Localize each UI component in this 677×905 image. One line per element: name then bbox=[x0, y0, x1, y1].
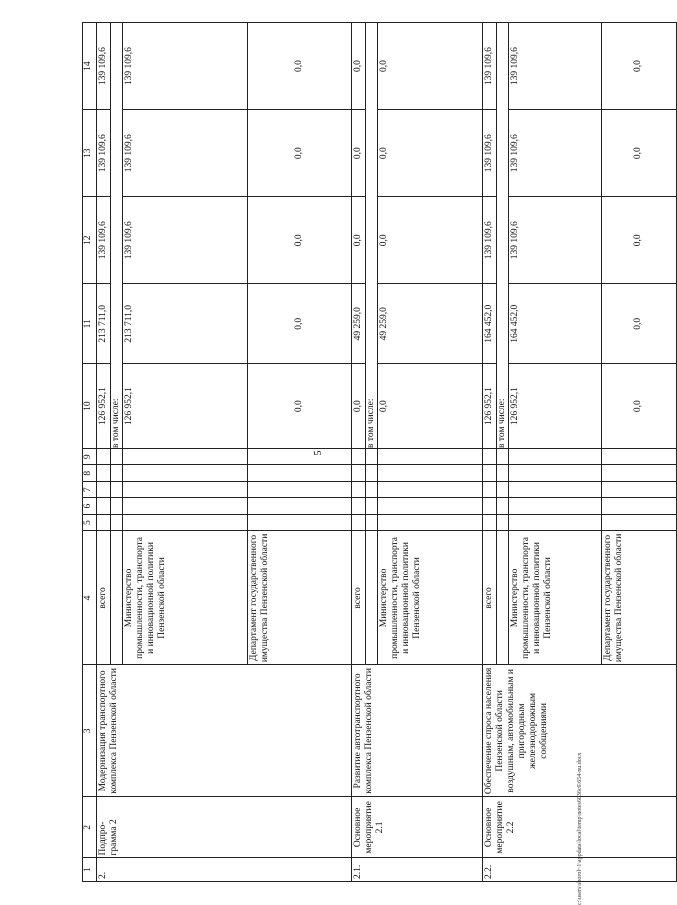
value-cell: 0,0 bbox=[377, 110, 482, 197]
value-cell: 0,0 bbox=[248, 23, 352, 110]
row-number: 2.2. bbox=[482, 858, 676, 882]
column-header: 6 bbox=[83, 498, 97, 514]
measure-name: Подпро-грамма 2 bbox=[97, 797, 352, 858]
table-row bbox=[97, 23, 111, 882]
row-number: 2.1. bbox=[352, 858, 483, 882]
value-cell: 139 109,6 bbox=[97, 110, 111, 197]
value-cell: 0,0 bbox=[601, 284, 676, 364]
value-cell: 49 259,0 bbox=[352, 284, 366, 364]
column-header: 10 bbox=[83, 364, 97, 449]
value-cell: 139 109,6 bbox=[482, 23, 496, 110]
value-cell: 164 452,0 bbox=[482, 284, 496, 364]
value-cell: 139 109,6 bbox=[97, 197, 111, 284]
value-cell: 139 109,6 bbox=[482, 110, 496, 197]
value-cell: 0,0 bbox=[248, 197, 352, 284]
executor-label: Министерство промышленности, транспорта и инновационной политики Пензенской области bbox=[508, 531, 601, 665]
value-cell: 0,0 bbox=[352, 110, 366, 197]
column-header: 4 bbox=[83, 531, 97, 665]
value-cell: 139 109,6 bbox=[508, 23, 601, 110]
including-label: в том числе: bbox=[496, 23, 508, 449]
executor-label: Департамент государственного имущества Пензенской области bbox=[601, 531, 676, 665]
value-cell: 0,0 bbox=[601, 110, 676, 197]
column-header: 3 bbox=[83, 665, 97, 797]
value-cell: 0,0 bbox=[248, 110, 352, 197]
value-cell: 0,0 bbox=[377, 23, 482, 110]
column-header: 1 bbox=[83, 858, 97, 882]
table-row bbox=[482, 23, 496, 882]
column-header: 2 bbox=[83, 797, 97, 858]
value-cell: 49 259,0 bbox=[377, 284, 482, 364]
column-number-row bbox=[83, 23, 97, 882]
measure-title: Развитие автотранспортного комплекса Пензенской области bbox=[352, 665, 483, 797]
value-cell: 139 109,6 bbox=[97, 23, 111, 110]
rotated-table-area bbox=[82, 22, 644, 882]
value-cell: 0,0 bbox=[248, 284, 352, 364]
value-cell: 0,0 bbox=[601, 197, 676, 284]
column-header: 8 bbox=[83, 465, 97, 481]
measure-name: Основное мероприятие 2.1 bbox=[352, 797, 483, 858]
value-cell: 139 109,6 bbox=[508, 110, 601, 197]
value-cell: 126 952,1 bbox=[123, 364, 248, 449]
value-cell: 0,0 bbox=[377, 197, 482, 284]
value-cell: 139 109,6 bbox=[508, 197, 601, 284]
including-label: в том числе: bbox=[111, 23, 123, 449]
value-cell: 213 711,0 bbox=[97, 284, 111, 364]
value-cell: 139 109,6 bbox=[123, 197, 248, 284]
value-cell: 0,0 bbox=[601, 23, 676, 110]
value-cell: 126 952,1 bbox=[508, 364, 601, 449]
value-cell: 0,0 bbox=[352, 364, 366, 449]
value-cell: 139 109,6 bbox=[123, 110, 248, 197]
executor-label: Министерство промышленности, транспорта и инновационной политики Пензенской области bbox=[123, 531, 248, 665]
total-label: всего bbox=[482, 531, 496, 665]
column-header: 12 bbox=[83, 197, 97, 284]
program-funding-table bbox=[82, 22, 677, 882]
value-cell: 126 952,1 bbox=[482, 364, 496, 449]
measure-title: Модернизация транспортного комплекса Пензенской области bbox=[97, 665, 352, 797]
executor-label: Министерство промышленности, транспорта и инновационной политики Пензенской области bbox=[377, 531, 482, 665]
total-label: всего bbox=[352, 531, 366, 665]
value-cell: 0,0 bbox=[377, 364, 482, 449]
value-cell: 0,0 bbox=[601, 364, 676, 449]
measure-name: Основное мероприятие 2.2 bbox=[482, 797, 676, 858]
row-number: 2. bbox=[97, 858, 352, 882]
table-row bbox=[352, 23, 366, 882]
column-header: 14 bbox=[83, 23, 97, 110]
value-cell: 139 109,6 bbox=[482, 197, 496, 284]
page-number: 5 bbox=[313, 450, 324, 456]
including-label: в том числе: bbox=[365, 23, 377, 449]
value-cell: 164 452,0 bbox=[508, 284, 601, 364]
column-header: 9 bbox=[83, 449, 97, 465]
column-header: 11 bbox=[83, 284, 97, 364]
value-cell: 126 952,1 bbox=[97, 364, 111, 449]
value-cell: 0,0 bbox=[352, 197, 366, 284]
value-cell: 213 711,0 bbox=[123, 284, 248, 364]
column-header: 7 bbox=[83, 481, 97, 497]
value-cell: 0,0 bbox=[352, 23, 366, 110]
value-cell: 0,0 bbox=[248, 364, 352, 449]
total-label: всего bbox=[97, 531, 111, 665]
executor-label: Департамент государственного имущества Пензенской области bbox=[248, 531, 352, 665]
value-cell: 139 109,6 bbox=[123, 23, 248, 110]
footer-file-path: c:\users\sborol~1\appdata\local\temp\notes6036c6\654-nu.docx bbox=[577, 752, 583, 905]
measure-title: Обеспечение спроса населения Пензенской области воздушным, автомобильным и пригородным железнодорожным сообщениями bbox=[482, 665, 676, 797]
column-header: 13 bbox=[83, 110, 97, 197]
column-header: 5 bbox=[83, 514, 97, 530]
